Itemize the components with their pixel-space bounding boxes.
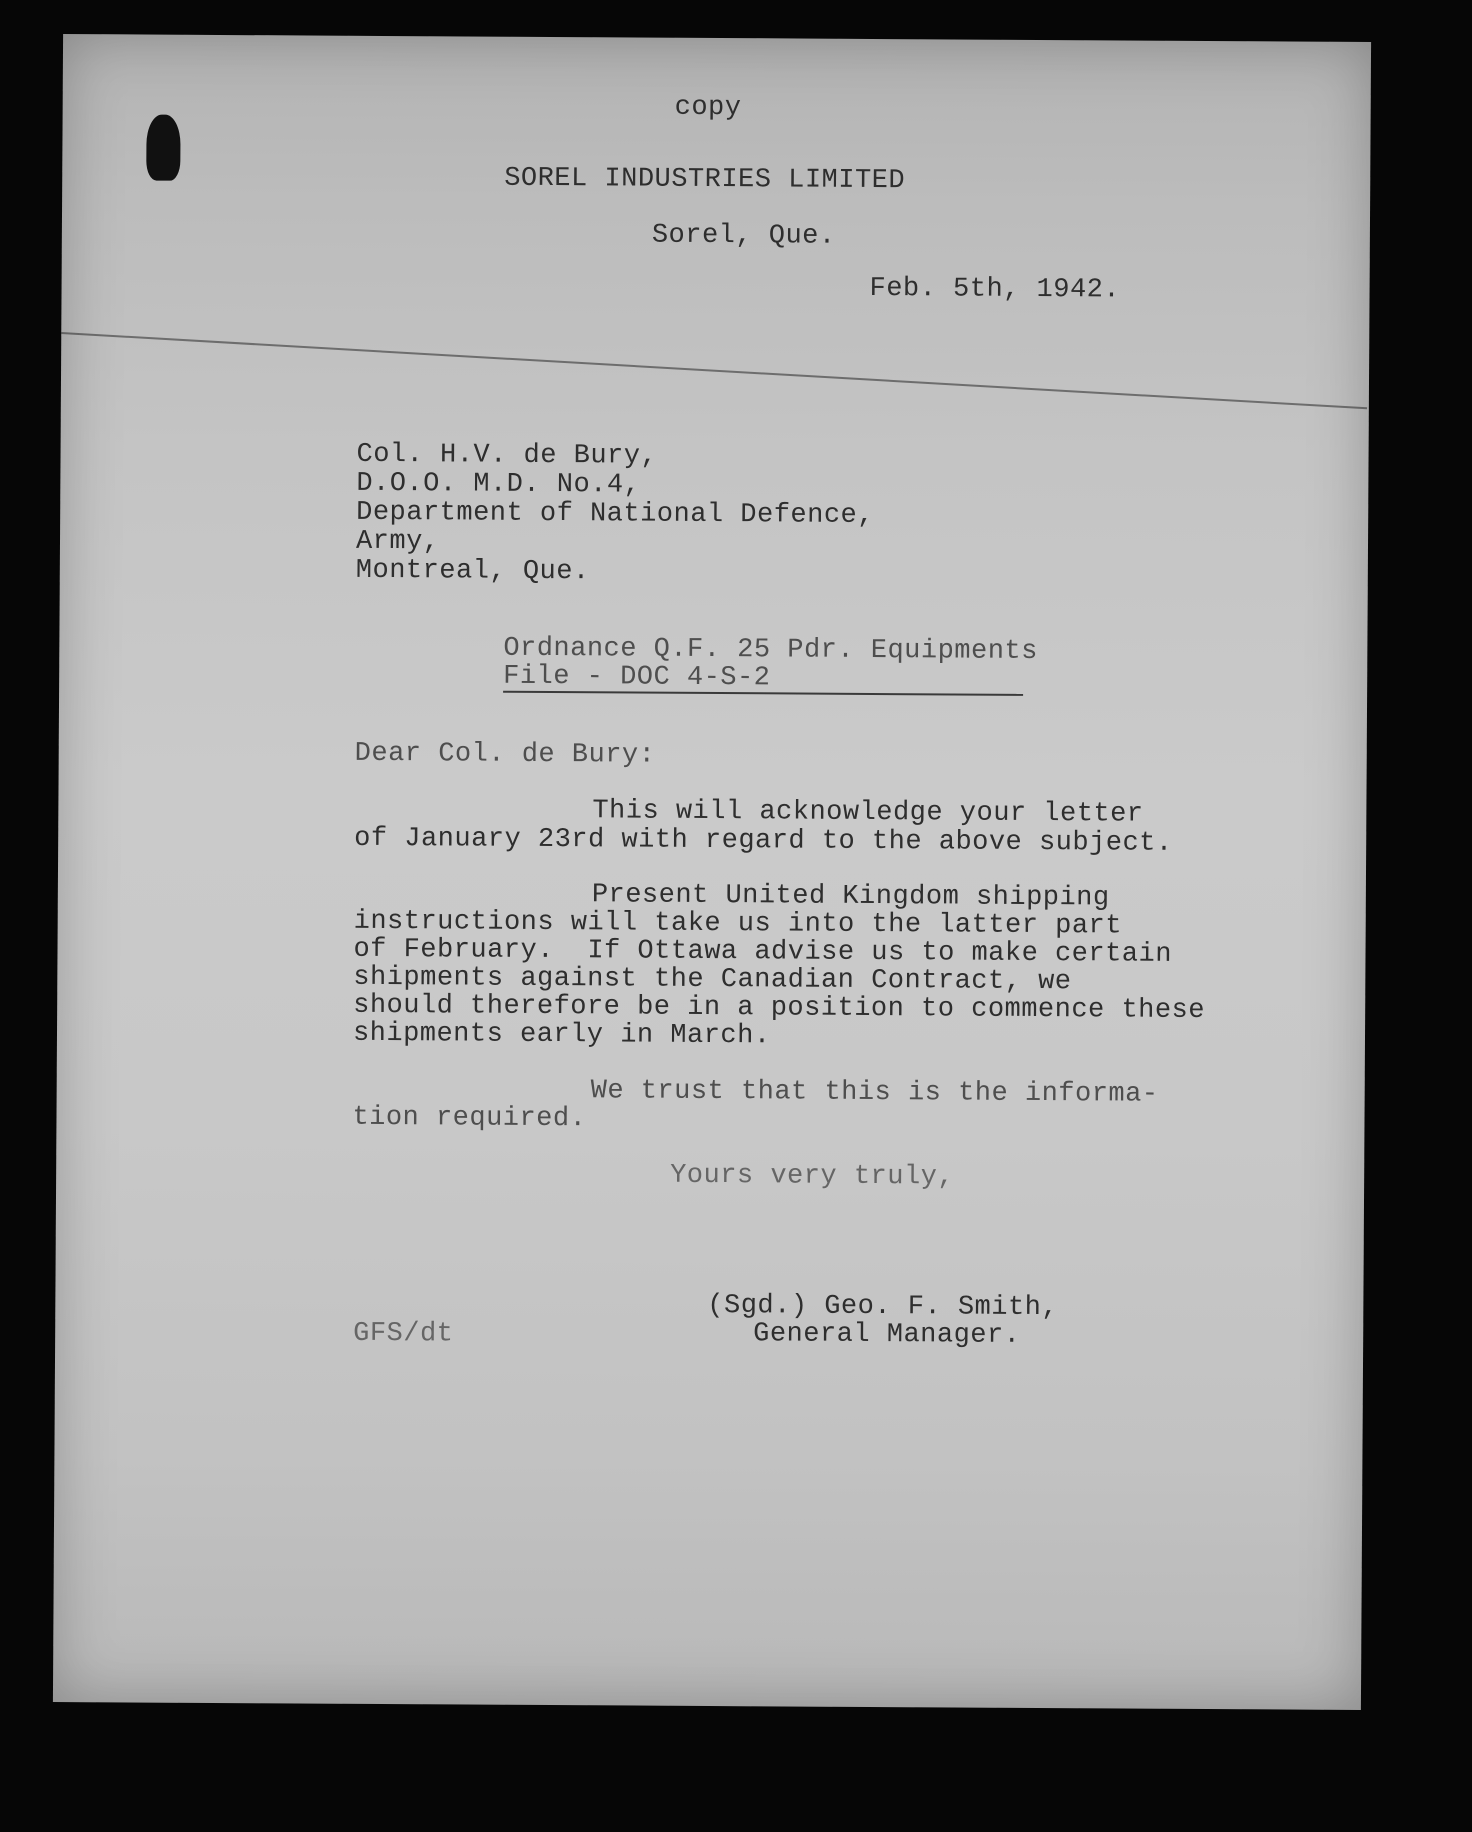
subject-underline — [503, 691, 1023, 696]
body-line: of January 23rd with regard to the above subject. — [354, 823, 1173, 859]
body-line: Present United Kingdom shipping — [591, 880, 1110, 914]
recipient-line: Col. H.V. de Bury, — [356, 439, 658, 472]
recipient-line: Army, — [355, 526, 440, 558]
signature-title: General Manager. — [753, 1319, 1021, 1351]
file-reference: File - DOC 4-S-2 — [503, 661, 771, 694]
closing: Yours very truly, — [670, 1160, 955, 1193]
body-line: shipments against the Canadian Contract, we — [353, 962, 1072, 998]
body-line: shipments early in March. — [352, 1018, 771, 1052]
company-location: Sorel, Que. — [651, 220, 836, 252]
body-line: This will acknowledge your letter — [592, 796, 1144, 830]
salutation: Dear Col. de Bury: — [354, 738, 656, 771]
body-line: should therefore be in a position to commence these — [353, 990, 1206, 1027]
recipient-line: D.O.O. M.D. No.4, — [356, 468, 641, 501]
signature-name: (Sgd.) Geo. F. Smith, — [707, 1290, 1059, 1324]
company-name: SOREL INDUSTRIES LIMITED — [504, 163, 906, 197]
body-line: We trust that this is the informa- — [590, 1076, 1159, 1110]
recipient-line: Department of National Defence, — [356, 497, 875, 531]
body-line: of February. If Ottawa advise us to make certain — [353, 934, 1173, 970]
letter-date: Feb. 5th, 1942. — [869, 273, 1121, 306]
body-line: instructions will take us into the latter part — [353, 906, 1123, 942]
fold-line — [61, 332, 1367, 409]
body-line: tion required. — [352, 1102, 587, 1135]
subject-line: Ordnance Q.F. 25 Pdr. Equipments — [503, 633, 1038, 667]
recipient-line: Montreal, Que. — [355, 555, 590, 588]
letter-page — [53, 34, 1371, 1710]
copy-mark: copy — [674, 92, 742, 124]
typist-initials: GFS/dt — [353, 1318, 454, 1350]
punch-hole — [146, 115, 180, 181]
